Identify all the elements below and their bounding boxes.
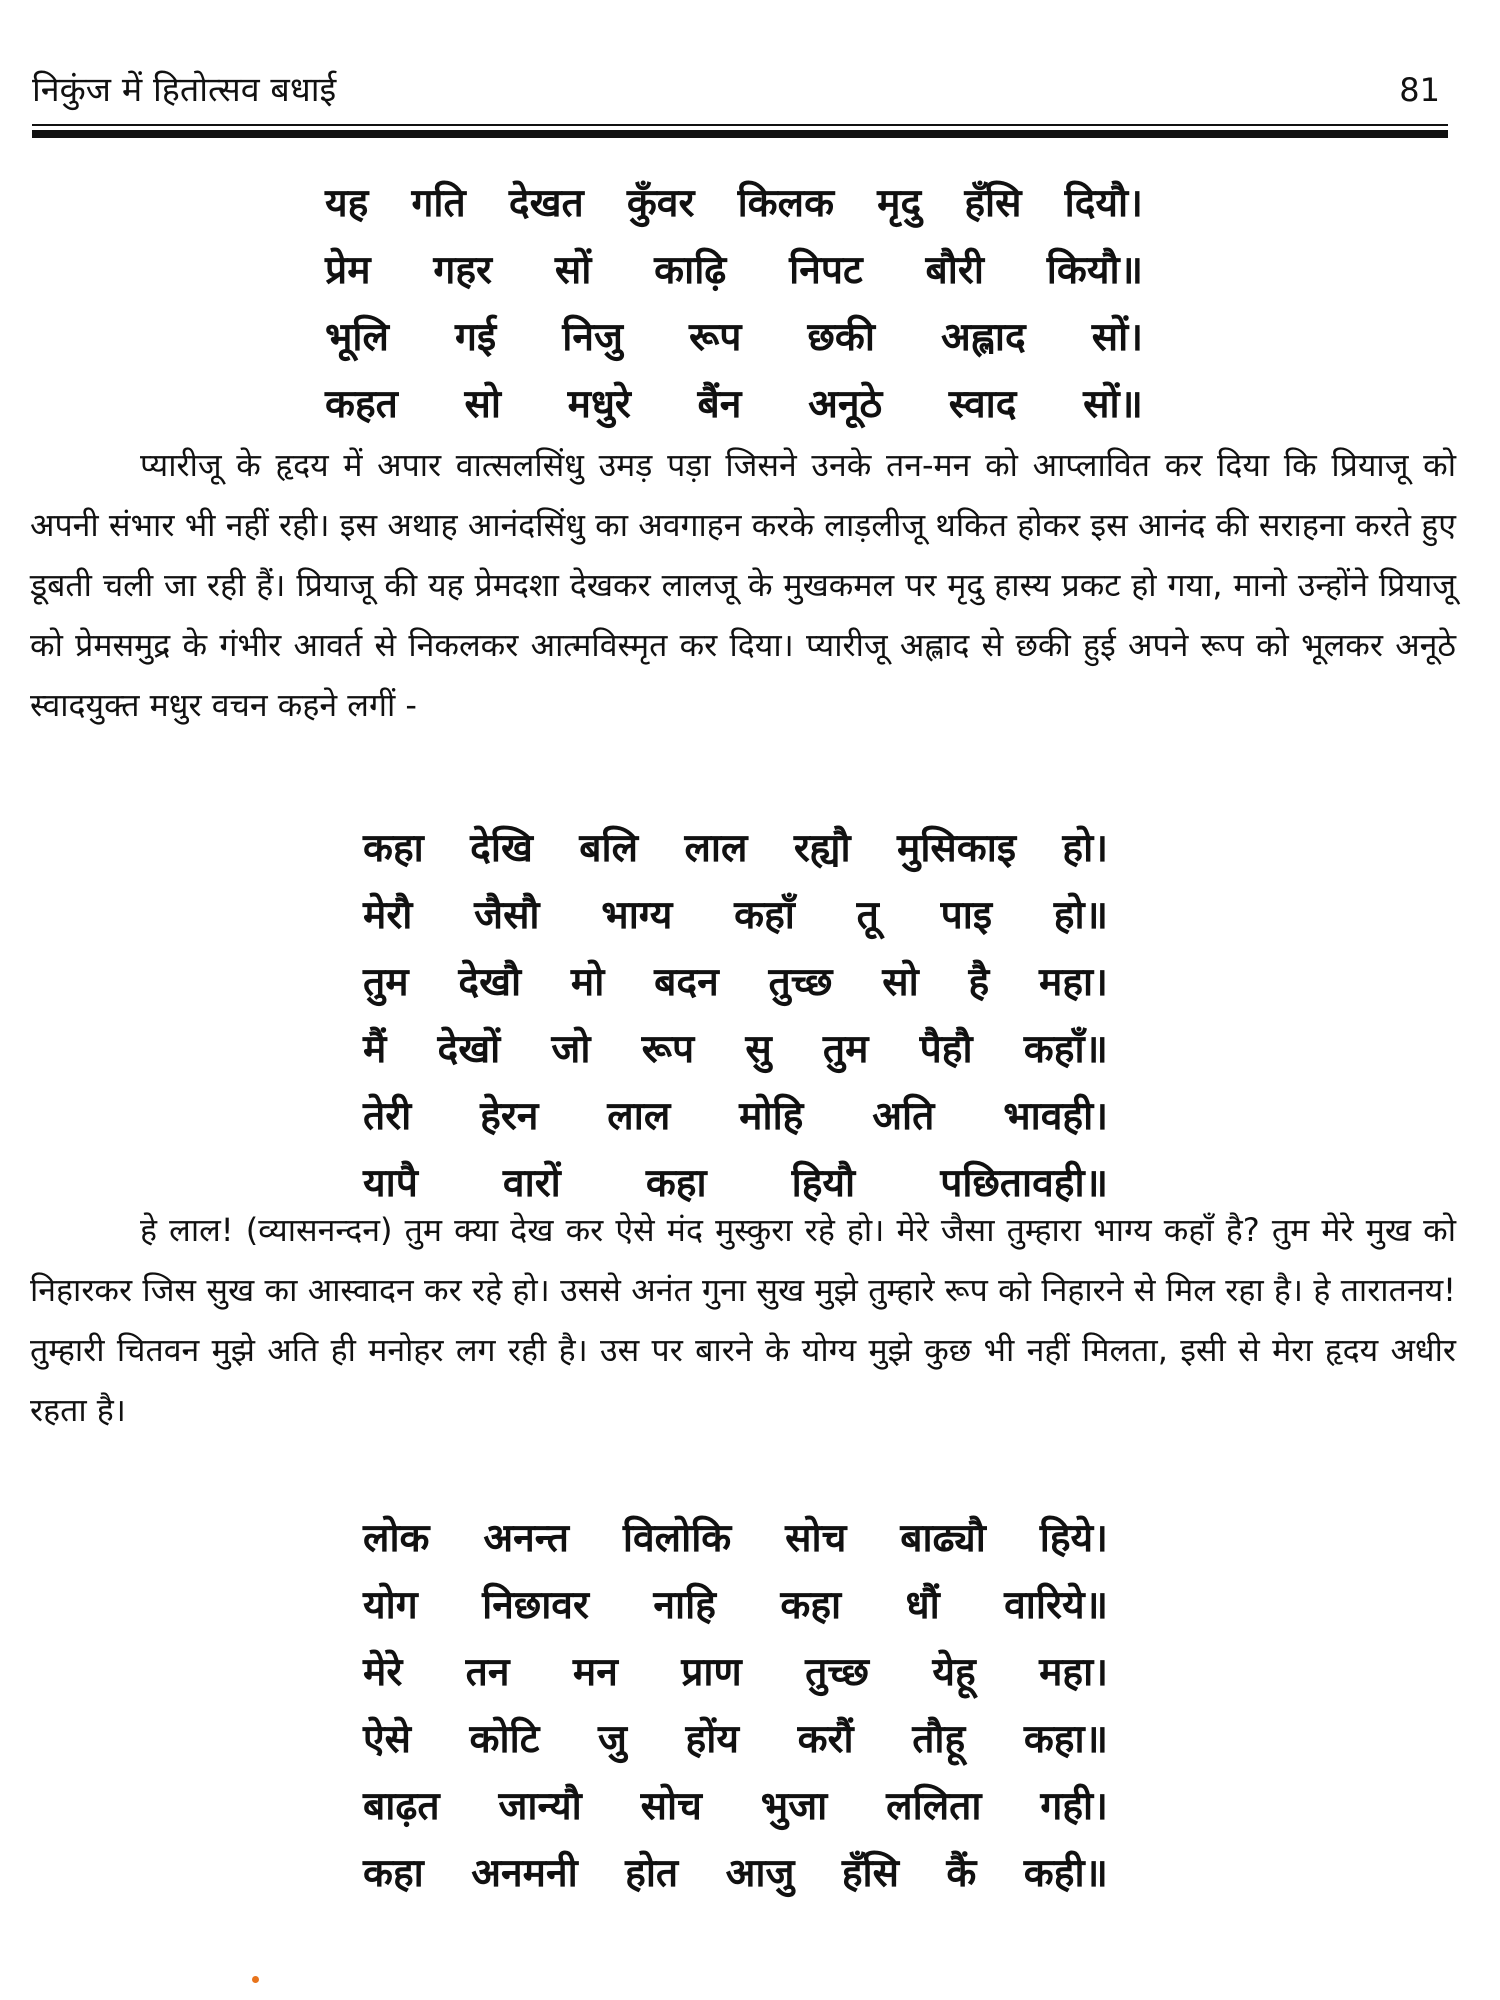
verse-word: हो। — [1062, 826, 1108, 871]
verse-word: किलक — [737, 181, 835, 226]
verse-word: मुसिकाइ — [897, 826, 1016, 871]
verse-word: देखि — [470, 826, 533, 871]
verse-word: यापै — [363, 1161, 418, 1206]
verse-word: बौरी — [925, 248, 984, 293]
verse-word: बैंन — [697, 382, 742, 427]
verse-word: कहा — [363, 1851, 424, 1896]
verse-word: प्राण — [681, 1650, 742, 1695]
verse-word: पाइ — [940, 893, 993, 938]
verse-word: है — [968, 960, 990, 1005]
verse-word: तौहू — [912, 1717, 966, 1762]
verse-line — [325, 371, 1143, 438]
verse-word: कहत — [325, 382, 398, 427]
verse-word: हिये। — [1039, 1516, 1108, 1561]
verse-block-3 — [363, 1505, 1108, 1907]
verse-word: हँसि — [841, 1851, 899, 1896]
verse-word: मधुरे — [567, 382, 631, 427]
verse-word: होत — [625, 1851, 679, 1896]
verse-word: सो — [464, 382, 501, 427]
verse-line — [363, 1083, 1108, 1150]
verse-line — [363, 1639, 1108, 1706]
verse-word: रूप — [641, 1027, 695, 1072]
verse-word: गही। — [1040, 1784, 1108, 1829]
verse-word: करौं — [797, 1717, 854, 1762]
running-header — [32, 62, 1440, 118]
verse-line — [363, 949, 1108, 1016]
prose-paragraph-1: प्यारीजू के हृदय में अपार वात्सलसिंधु उमड़ पड़ा जिसने उनके तन-मन को आप्लावित कर दिया कि प्रियाजू को अपनी संभार भी नहीं रही। इस अथाह आनंदसिंधु का अवगाहन करके लाड़लीजू थकित होकर इस आनंद की सराहना करते हुए डूबती चली जा रही हैं। प्रियाजू की यह प्रेमदशा देखकर लालजू के मुखकमल पर मृदु हास्य प्रकट हो गया, मानो उन्होंने प्रियाजू को प्रेमसमुद्र के गंभीर आवर्त से निकलकर आत्मविस्मृत कर दिया। प्यारीजू अह्लाद से छकी हुई अपने रूप को भूलकर अनूठे स्वादयुक्त मधुर वचन कहने लगीं - — [30, 446, 1456, 724]
verse-word: विलोकि — [622, 1516, 732, 1561]
verse-word: सो — [882, 960, 919, 1005]
verse-word: जु — [597, 1717, 627, 1762]
verse-line — [363, 815, 1108, 882]
verse-word: अनमनी — [471, 1851, 578, 1896]
verse-word: कुँवर — [626, 181, 695, 226]
verse-word: रूप — [689, 315, 742, 360]
verse-word: स्वाद — [948, 382, 1017, 427]
verse-block-2 — [363, 815, 1108, 1217]
verse-word: गहर — [433, 248, 492, 293]
verse-word: सोच — [785, 1516, 847, 1561]
verse-word: वारों — [502, 1161, 561, 1206]
verse-word: होंय — [685, 1717, 739, 1762]
verse-line — [363, 1706, 1108, 1773]
verse-word: कही॥ — [1023, 1851, 1108, 1896]
verse-word: तुम — [822, 1027, 869, 1072]
verse-word: अनूठे — [808, 382, 883, 427]
prose-paragraph-2: हे लाल! (व्यासनन्दन) तुम क्या देख कर ऐसे मंद मुस्कुरा रहे हो। मेरे जैसा तुम्हारा भाग्य कहाँ है? तुम मेरे मुख को निहारकर जिस सुख का आस्वादन कर रहे हो। उससे अनंत गुना सुख मुझे तुम्हारे रूप को निहारने से मिल रहा है। हे तारातनय! तुम्हारी चितवन मुझे अति ही मनोहर लग रही है। उस पर बारने के योग्य मुझे कुछ भी नहीं मिलता, इसी से मेरा हृदय अधीर रहता है। — [30, 1211, 1456, 1429]
chapter-title: निकुंज में हितोत्सव बधाई — [32, 70, 337, 110]
verse-word: भूलि — [325, 315, 389, 360]
verse-word: सों। — [1091, 315, 1143, 360]
header-rule-thin — [32, 124, 1448, 126]
verse-word: काढ़ि — [654, 248, 727, 293]
verse-line — [363, 882, 1108, 949]
verse-word: कोटि — [469, 1717, 540, 1762]
verse-line — [325, 237, 1143, 304]
verse-word: महा। — [1039, 960, 1108, 1005]
verse-word: तेरी — [363, 1094, 412, 1139]
verse-word: कहा॥ — [1023, 1717, 1108, 1762]
verse-word: निजु — [562, 315, 623, 360]
verse-word: जान्यौ — [498, 1784, 582, 1829]
verse-word: रह्यौ — [793, 826, 851, 871]
verse-word: निछावर — [482, 1583, 589, 1628]
verse-line — [325, 170, 1143, 237]
verse-word: पैहौ — [919, 1027, 973, 1072]
verse-word: बाढ़त — [363, 1784, 440, 1829]
verse-word: तू — [856, 893, 879, 938]
verse-word: मैं — [363, 1027, 387, 1072]
verse-word: सों — [554, 248, 592, 293]
verse-word: लाल — [684, 826, 748, 871]
verse-word: भाग्य — [601, 893, 673, 938]
verse-word: पछितावही॥ — [940, 1161, 1108, 1206]
verse-word: जो — [551, 1027, 591, 1072]
header-rule-thick — [32, 130, 1448, 138]
verse-word: मोहि — [739, 1094, 804, 1139]
verse-word: बदन — [654, 960, 719, 1005]
verse-word: भुजा — [760, 1784, 828, 1829]
page-number: 81 — [1399, 71, 1440, 109]
verse-word: हेरन — [480, 1094, 539, 1139]
verse-word: यह — [325, 181, 369, 226]
verse-word: मो — [570, 960, 605, 1005]
verse-word: निपट — [789, 248, 863, 293]
verse-word: बलि — [579, 826, 639, 871]
verse-word: मन — [572, 1650, 618, 1695]
verse-line — [325, 304, 1143, 371]
verse-word: सों॥ — [1083, 382, 1143, 427]
verse-word: लाल — [607, 1094, 671, 1139]
verse-word: देखत — [508, 181, 584, 226]
verse-word: हँसि — [964, 181, 1022, 226]
verse-word: अनन्त — [483, 1516, 570, 1561]
verse-word: कहा — [363, 826, 424, 871]
verse-word: आजु — [725, 1851, 795, 1896]
verse-word: देखों — [437, 1027, 501, 1072]
verse-line — [363, 1572, 1108, 1639]
verse-word: तन — [465, 1650, 510, 1695]
verse-word: अति — [872, 1094, 935, 1139]
verse-word: तुम — [363, 960, 409, 1005]
verse-word: कैं — [946, 1851, 977, 1896]
verse-word: सोच — [640, 1784, 702, 1829]
verse-word: ऐसे — [363, 1717, 411, 1762]
verse-word: वारिये॥ — [1004, 1583, 1108, 1628]
verse-word: कियौ॥ — [1046, 248, 1143, 293]
verse-word: हो॥ — [1053, 893, 1108, 938]
verse-word: महा। — [1039, 1650, 1108, 1695]
verse-line — [363, 1016, 1108, 1083]
ink-speck — [252, 1976, 259, 1983]
verse-word: प्रेम — [325, 248, 371, 293]
verse-word: योग — [363, 1583, 418, 1628]
verse-word: भावही। — [1003, 1094, 1108, 1139]
verse-word: बाढ्यौ — [900, 1516, 986, 1561]
verse-word: लोक — [363, 1516, 430, 1561]
verse-word: अह्लाद — [941, 315, 1026, 360]
verse-word: मेरौ — [363, 893, 413, 938]
verse-word: सु — [745, 1027, 772, 1072]
verse-word: कहा — [780, 1583, 842, 1628]
verse-word: तुच्छ — [768, 960, 833, 1005]
verse-word: गई — [455, 315, 497, 360]
verse-word: ललिता — [886, 1784, 982, 1829]
verse-line — [363, 1505, 1108, 1572]
verse-word: हियौ — [791, 1161, 856, 1206]
verse-word: धौं — [905, 1583, 940, 1628]
verse-word: देखौ — [458, 960, 522, 1005]
verse-word: मेरे — [363, 1650, 403, 1695]
verse-line — [363, 1773, 1108, 1840]
verse-word: कहाँ॥ — [1023, 1027, 1108, 1072]
verse-line — [363, 1840, 1108, 1907]
verse-word: छकी — [807, 315, 875, 360]
verse-word: येहू — [932, 1650, 976, 1695]
verse-word: तुच्छ — [805, 1650, 869, 1695]
verse-word: कहाँ — [734, 893, 795, 938]
verse-word: गति — [411, 181, 466, 226]
verse-block-1 — [325, 170, 1143, 438]
verse-word: जैसौ — [474, 893, 540, 938]
verse-word: नाहि — [653, 1583, 716, 1628]
verse-word: कहा — [645, 1161, 707, 1206]
verse-word: दियौ। — [1064, 181, 1143, 226]
verse-word: मृदु — [877, 181, 922, 226]
